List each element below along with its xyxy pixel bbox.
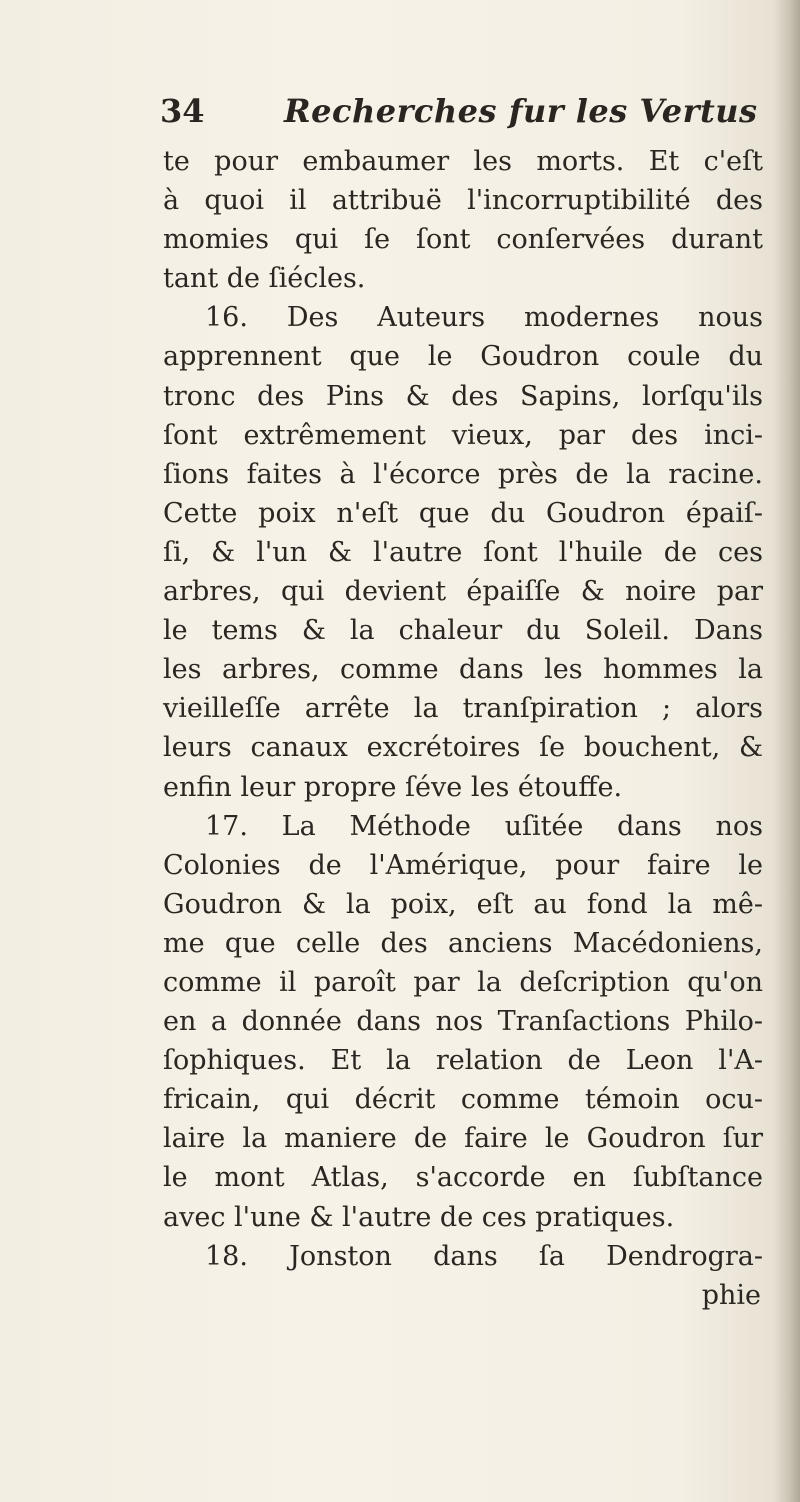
- text-line: leurs canaux excrétoires ſe bouchent, &: [163, 732, 763, 764]
- text-line: momies qui ſe ſont conſervées durant: [163, 224, 763, 256]
- running-title: Recherches fur les Vertus: [284, 92, 758, 130]
- text-line: vieilleſſe arrête la tranſpiration ; alors: [163, 693, 763, 725]
- text-line: ſophiques. Et la relation de Leon l'A-: [163, 1045, 763, 1077]
- paragraph-17-start: 17. La Méthode uſitée dans nos: [205, 810, 763, 842]
- text-line: les arbres, comme dans les hommes la: [163, 654, 763, 686]
- text-line: arbres, qui devient épaiſſe & noire par: [163, 576, 763, 608]
- text-line: ſions faites à l'écorce près de la racine.: [163, 458, 763, 490]
- catchword: phie: [701, 1279, 761, 1311]
- text-line: Colonies de l'Amérique, pour faire le: [163, 849, 763, 881]
- page-header: [160, 92, 758, 142]
- paragraph-16-start: 16. Des Auteurs modernes nous: [205, 302, 763, 334]
- text-line: comme il paroît par la deſcription qu'on: [163, 966, 763, 998]
- text-line: enfin leur propre ſéve les étouffe.: [163, 771, 623, 803]
- page-gutter-shadow: [772, 0, 800, 1502]
- text-line: apprennent que le Goudron coule du: [163, 341, 763, 373]
- text-line: tant de ſiécles.: [163, 263, 366, 295]
- text-line: te pour embaumer les morts. Et c'eſt: [163, 146, 763, 177]
- text-line: Goudron & la poix, eſt au fond la mê-: [163, 888, 763, 920]
- text-line: le tems & la chaleur du Soleil. Dans: [163, 615, 763, 647]
- text-line: à quoi il attribuë l'incorruptibilité des: [163, 185, 763, 217]
- text-line: avec l'une & l'autre de ces pratiques.: [163, 1201, 675, 1233]
- page-number: 34: [160, 92, 205, 130]
- text-line: ſont extrêmement vieux, par des inci-: [163, 419, 763, 451]
- page-body: [163, 142, 763, 1315]
- text-line: Cette poix n'eſt que du Goudron épaiſ-: [163, 497, 763, 529]
- text-line: le mont Atlas, s'accorde en ſubſtance: [163, 1162, 763, 1194]
- text-line: tronc des Pins & des Sapins, lorſqu'ils: [163, 380, 763, 412]
- text-line: laire la maniere de faire le Goudron ſur: [163, 1123, 763, 1155]
- paragraph-18-start: 18. Jonston dans ſa Dendrogra-: [205, 1240, 763, 1272]
- text-line: ſi, & l'un & l'autre ſont l'huile de ces: [163, 536, 763, 568]
- text-line: en a donnée dans nos Tranſactions Philo-: [163, 1006, 763, 1038]
- text-line: fricain, qui décrit comme témoin ocu-: [163, 1084, 763, 1116]
- text-line: me que celle des anciens Macédoniens,: [163, 927, 763, 959]
